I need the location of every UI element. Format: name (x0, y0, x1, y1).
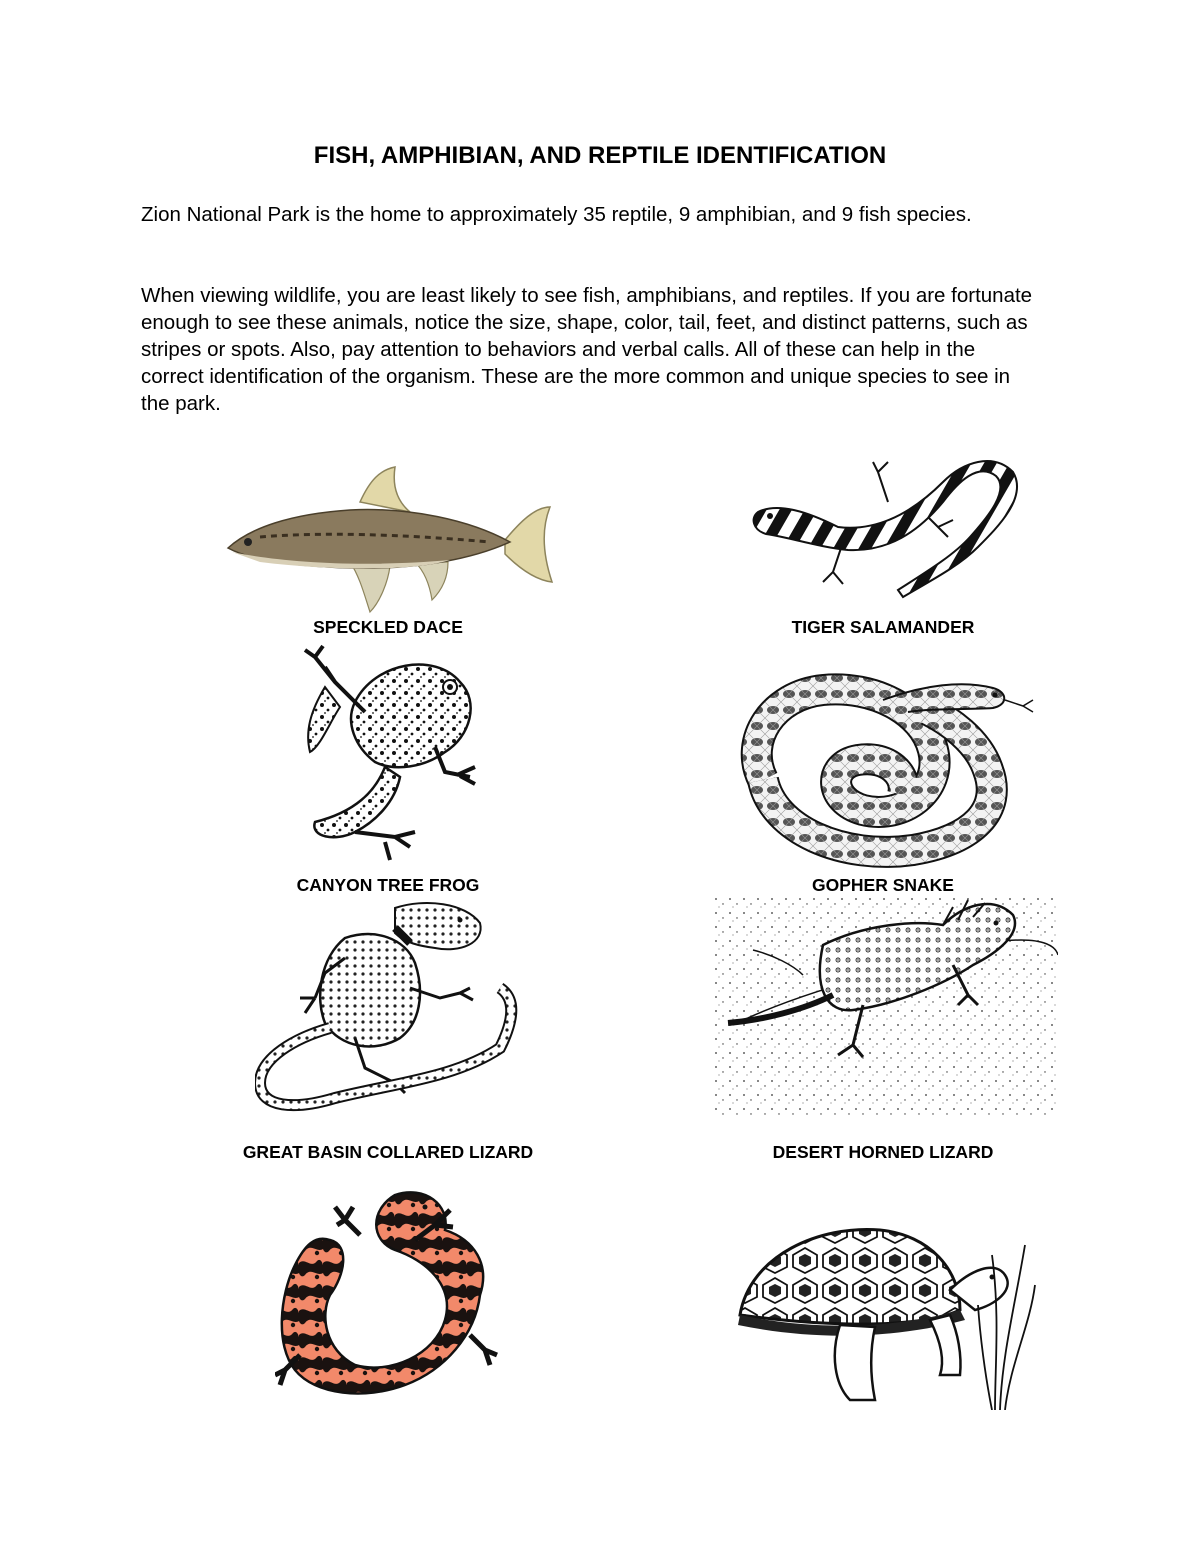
page-title: FISH, AMPHIBIAN, AND REPTILE IDENTIFICATION (313, 142, 887, 169)
viewing-tips-paragraph: When viewing wildlife, you are least likely to see fish, amphibians, and reptiles. If you are fortunate enough to see these animals, notice the size, shape, color, tail, feet, and distinct patterns, such as stripes or spots. Also, pay attention to behaviors and verbal calls. All of these can help in the correct identification of the organism. These are the more common and unique species to see in the park. (141, 284, 1033, 415)
horned-lizard-icon (713, 895, 1058, 1115)
canyon-tree-frog-caption: CANYON TREE FROG (296, 875, 480, 895)
tortoise-icon (730, 1215, 1040, 1410)
speckled-dace-caption: SPECKLED DACE (313, 617, 463, 637)
frog-icon (295, 642, 495, 867)
desert-horned-lizard-illustration (713, 895, 1058, 1115)
tiger-salamander-illustration (748, 432, 1028, 602)
gopher-snake-illustration (733, 670, 1043, 870)
fish-icon (220, 462, 560, 617)
gopher-snake-caption: GOPHER SNAKE (812, 875, 954, 895)
salamander-icon (748, 432, 1028, 602)
speckled-dace-illustration (220, 462, 560, 617)
canyon-tree-frog-illustration (295, 642, 495, 867)
snake-icon (733, 670, 1043, 870)
gila-monster-icon (275, 1185, 505, 1405)
desert-tortoise-illustration (730, 1215, 1040, 1410)
collared-lizard-illustration (255, 898, 520, 1118)
lizard-icon (255, 898, 520, 1118)
gila-monster-illustration (275, 1185, 505, 1405)
collared-lizard-caption: GREAT BASIN COLLARED LIZARD (242, 1142, 534, 1162)
tiger-salamander-caption: TIGER SALAMANDER (791, 617, 975, 637)
desert-horned-lizard-caption: DESERT HORNED LIZARD (772, 1142, 994, 1162)
intro-paragraph: Zion National Park is the home to approximately 35 reptile, 9 amphibian, and 9 fish species. (141, 203, 972, 226)
